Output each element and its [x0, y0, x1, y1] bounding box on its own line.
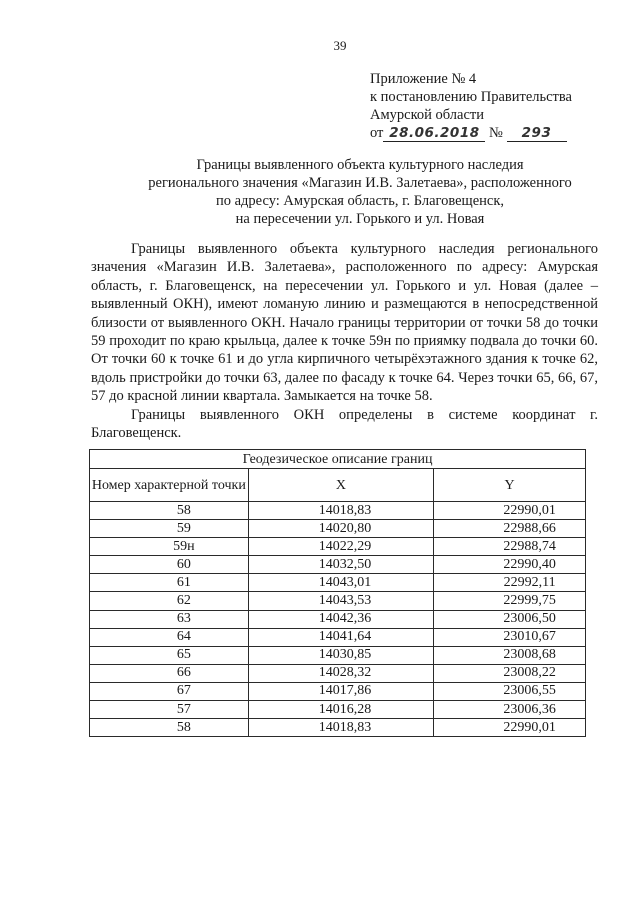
title-line-1: Границы выявленного объекта культурного наследия — [196, 157, 524, 173]
table-caption: Геодезическое описание границ — [90, 450, 586, 469]
appendix-title: Приложение № 4 — [370, 71, 477, 87]
table-row — [90, 628, 586, 646]
table-row — [90, 610, 586, 628]
decree-date: 28.06.2018 — [389, 125, 480, 141]
table-row — [90, 538, 586, 556]
number-label: № — [489, 125, 503, 141]
coord-x: 14017,86 — [248, 682, 434, 700]
coord-x: 14018,83 — [248, 719, 434, 737]
coord-y: 23008,68 — [434, 646, 586, 664]
table-row — [90, 556, 586, 574]
table-row — [90, 682, 586, 700]
coord-y: 23006,50 — [434, 610, 586, 628]
appendix-decree: к постановлению Правительства — [370, 89, 572, 105]
coord-y: 23010,67 — [434, 628, 586, 646]
appendix-header — [370, 70, 610, 142]
table-row — [90, 701, 586, 719]
title-line-4: на пересечении ул. Горького и ул. Новая — [235, 211, 485, 227]
body-text — [91, 240, 598, 442]
point-number: 60 — [90, 556, 249, 574]
coord-x: 14030,85 — [248, 646, 434, 664]
table-row — [90, 574, 586, 592]
table-row — [90, 592, 586, 610]
column-header-point: Номер характерной точки — [90, 469, 249, 502]
title-line-3: по адресу: Амурская область, г. Благовещенск, — [215, 193, 505, 209]
point-number: 57 — [90, 701, 249, 719]
coord-y: 23006,36 — [434, 701, 586, 719]
point-number: 64 — [90, 628, 249, 646]
coord-y: 22992,11 — [434, 574, 586, 592]
point-number: 58 — [90, 719, 249, 737]
point-number: 61 — [90, 574, 249, 592]
coord-y: 23006,55 — [434, 682, 586, 700]
coord-y: 22988,74 — [434, 538, 586, 556]
coord-y: 23008,22 — [434, 664, 586, 682]
coord-x: 14032,50 — [248, 556, 434, 574]
coord-x: 14022,29 — [248, 538, 434, 556]
appendix-region: Амурской области — [370, 107, 484, 123]
coord-y: 22990,40 — [434, 556, 586, 574]
from-label: от — [370, 125, 384, 141]
coord-x: 14043,01 — [248, 574, 434, 592]
coord-x: 14042,36 — [248, 610, 434, 628]
table-row — [90, 664, 586, 682]
coordinates-table — [89, 449, 586, 737]
point-number: 59н — [90, 538, 249, 556]
coord-x: 14041,64 — [248, 628, 434, 646]
column-header-x: X — [248, 469, 434, 502]
decree-number: 293 — [521, 125, 552, 141]
coord-x: 14043,53 — [248, 592, 434, 610]
table-row — [90, 520, 586, 538]
point-number: 62 — [90, 592, 249, 610]
decree-date-line — [370, 124, 610, 142]
coordinate-system-note: Границы выявленного ОКН определены в системе координат г. Благовещенск. — [91, 406, 598, 442]
point-number: 67 — [90, 682, 249, 700]
title-line-2: регионального значения «Магазин И.В. Залетаева», расположенного — [148, 175, 572, 191]
page-number: 39 — [333, 38, 347, 53]
decree-number-field — [507, 126, 567, 142]
document-title — [120, 156, 600, 228]
coord-x: 14020,80 — [248, 520, 434, 538]
coord-y: 22988,66 — [434, 520, 586, 538]
boundary-description: Границы выявленного объекта культурного наследия регионального значения «Магазин И.В. Залетаева», расположенного по адресу: Амурская область, г. Благовещенск, на пересечении ул. Горького и ул. Новая (далее – выявленный ОКН), имеют ломаную линию и размещаются в непосредственной близости от выявленного ОКН. Начало границы территории от точки 58 до точки 59 проходит по краю крыльца, далее к точке 59н по приямку подвала до точки 60. От точки 60 к точке 61 и до угла кирпичного четырёхэтажного здания к точке 62, вдоль пристройки до точки 63, далее по фасаду к точке 64. Через точки 65, 66, 67, 57 до красной линии квартала. Замыкается на точке 58. — [91, 241, 598, 405]
point-number: 58 — [90, 502, 249, 520]
point-number: 65 — [90, 646, 249, 664]
coord-x: 14018,83 — [248, 502, 434, 520]
table-row — [90, 646, 586, 664]
coord-x: 14016,28 — [248, 701, 434, 719]
table-row — [90, 719, 586, 737]
point-number: 59 — [90, 520, 249, 538]
coordinates-table-wrap — [89, 449, 586, 737]
decree-date-field — [383, 126, 485, 142]
coord-y: 22990,01 — [434, 719, 586, 737]
coord-y: 22990,01 — [434, 502, 586, 520]
coord-x: 14028,32 — [248, 664, 434, 682]
point-number: 66 — [90, 664, 249, 682]
table-row — [90, 502, 586, 520]
coord-y: 22999,75 — [434, 592, 586, 610]
point-number: 63 — [90, 610, 249, 628]
column-header-y: Y — [434, 469, 586, 502]
